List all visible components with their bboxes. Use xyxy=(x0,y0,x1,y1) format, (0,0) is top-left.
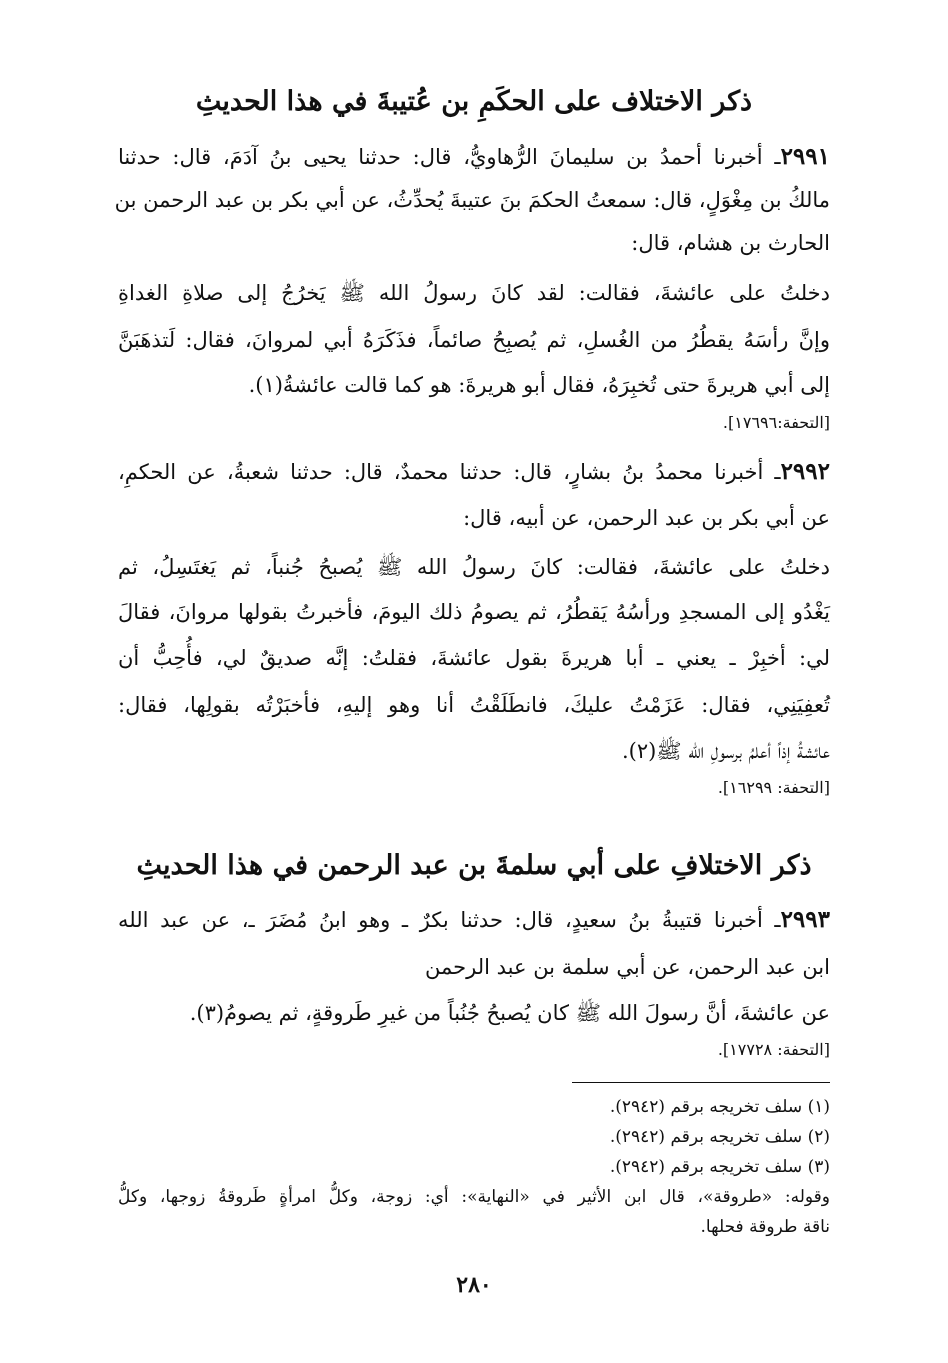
hadith-2993-line-3: عن عائشةَ، أنَّ رسولَ الله ﷺ كان يُصبحُ جُنُباً من غيرِ طَروقةٍ، ثم يصومُ(٣). xyxy=(189,1001,830,1025)
hadith-number: ٢٩٩٣ xyxy=(780,906,830,933)
hadith-text: ـ أخبرنا قتيبةُ بنُ سعيدٍ، قال: حدثنا بكرٌ ـ وهو ابنُ مُضَرَ ـ، عن عبد الله xyxy=(118,908,781,932)
hadith-2991-line-5: وإنَّ رأسَهُ يقطُرُ من الغُسلِ، ثم يُصبِحُ صائماً، فذَكَرَهُ أبي لمروانَ، فقال: لَتذهَبَنَّ xyxy=(118,328,830,352)
hadith-2991-line-3: الحارث بن هشام، قال: xyxy=(631,231,830,255)
section-heading-1: ذكر الاختلاف على الحكَمِ بن عُتيبةَ في هذا الحديثِ xyxy=(195,86,753,117)
tuhfa-reference-2991: [التحفة:١٧٦٩٦]. xyxy=(722,413,830,432)
footnote-2: (٢) سلف تخريجه برقم (٢٩٤٢). xyxy=(609,1127,830,1147)
footnote-3: (٣) سلف تخريجه برقم (٢٩٤٢). xyxy=(609,1157,830,1177)
hadith-number: ٢٩٩١ xyxy=(780,143,830,170)
section-heading-2: ذكر الاختلافِ على أبي سلمةَ بن عبد الرحمن في هذا الحديثِ xyxy=(136,850,812,881)
hadith-2993-line-1 xyxy=(118,903,830,937)
page-number: ٢٨٠ xyxy=(456,1272,492,1298)
hadith-number: ٢٩٩٢ xyxy=(780,458,830,485)
hadith-2992-line-4: يَغْدُو إلى المسجدِ ورأسُهُ يَقطُرُ، ثم يصومُ ذلك اليومَ، فأخبرتُ بقولها مروانَ، فقالَ xyxy=(118,600,830,624)
hadith-2992-line-7: عائشةُ إذاً أعلمُ برسولِ الله ﷺ(٢). xyxy=(621,739,830,763)
hadith-text: ـ أخبرنا محمدُ بنُ بشارٍ، قال: حدثنا محمدٌ، قال: حدثنا شعبةُ، عن الحكمِ، xyxy=(118,460,781,484)
hadith-2992-line-1 xyxy=(118,455,830,489)
footnote-1: (١) سلف تخريجه برقم (٢٩٤٢). xyxy=(609,1097,830,1117)
footnote-note-line-1: وقوله: «طروقة»، قال ابن الأثير في «النهاية»: أي: زوجة، وكلُّ امرأةٍ طَروقةُ زوجها، وكلُّ xyxy=(118,1187,830,1207)
hadith-2992-line-6: تُعفِيَنِي، فقال: عَزَمْتُ عليكَ، فانطَلَقْتُ أنا وهو إليهِ، فأخبَرْتُه بقولِها، فقال: xyxy=(118,693,830,717)
hadith-2992-line-2: عن أبي بكر بن عبد الرحمن، عن أبيه، قال: xyxy=(463,506,830,530)
hadith-2992-line-3: دخلتُ على عائشةَ، فقالت: كانَ رسولُ الله ﷺ يُصبحُ جُنباً، ثم يَغتَسِلُ، ثم xyxy=(118,555,830,579)
hadith-text: ـ أخبرنا أحمدُ بن سليمانَ الرُّهاويُّ، قال: حدثنا يحيى بنُ آدَمَ، قال: حدثنا xyxy=(118,145,781,169)
hadith-2993-line-2: ابن عبد الرحمن، عن أبي سلمة بن عبد الرحمن xyxy=(425,955,830,979)
hadith-2991-line-6: إلى أبي هريرةَ حتى تُخبِرَهُ، فقال أبو هريرةَ: هو كما قالت عائشةُ(١). xyxy=(248,373,830,397)
hadith-2991-line-1 xyxy=(118,140,830,174)
hadith-2992-line-5: لي: أخبِرْ ـ يعني ـ أبا هريرةَ بقول عائشةَ، فقلتُ: إنَّه صديقٌ لي، فأُحِبُّ أن xyxy=(118,646,830,670)
hadith-2991-line-4: دخلتُ على عائشةَ، فقالت: لقد كانَ رسولُ الله ﷺ يَخرُجُ إلى صلاةِ الغداةِ xyxy=(118,281,830,305)
tuhfa-reference-2992: [التحفة: ١٦٢٩٩]. xyxy=(717,778,830,797)
tuhfa-reference-2993: [التحفة: ١٧٧٢٨]. xyxy=(717,1040,830,1059)
hadith-2991-line-2: مالكُ بن مِغْوَلٍ، قال: سمعتُ الحكمَ بنَ عتيبةَ يُحدِّثُ، عن أبي بكر بن عبد الرحمن بن xyxy=(114,188,830,212)
footnote-separator xyxy=(572,1082,830,1083)
footnote-note-line-2: ناقة طروقة فحلها. xyxy=(700,1217,830,1237)
